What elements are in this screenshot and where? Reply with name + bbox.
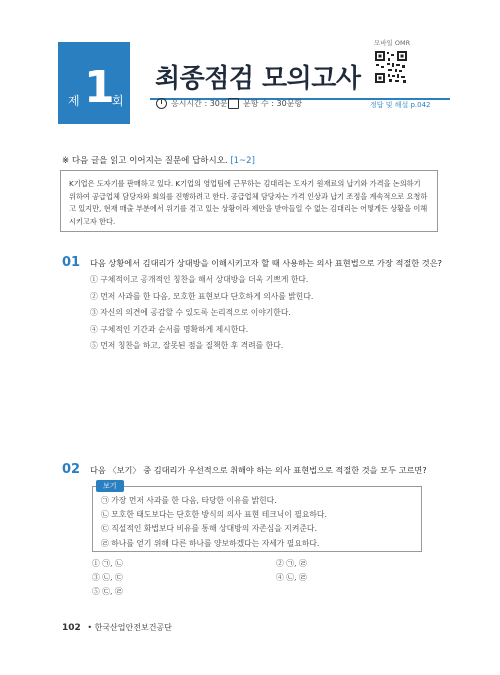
- option[interactable]: ② 먼저 사과를 한 다음, 모호한 표현보다 단호하게 의사를 밝힌다.: [90, 291, 314, 301]
- round-number: 1: [84, 62, 115, 113]
- count-info: [228, 98, 302, 109]
- qr-code-icon[interactable]: [374, 50, 408, 84]
- option[interactable]: ③ 자신의 의견에 공감할 수 있도록 논리적으로 이야기한다.: [90, 308, 291, 317]
- round-prefix: 제: [68, 94, 80, 108]
- count-label: 문항 수 : 30문항: [243, 99, 303, 108]
- option[interactable]: ④ 구체적인 기간과 순서를 명확하게 제시한다.: [90, 324, 249, 334]
- publisher: • 한국산업안전보건공단: [87, 623, 172, 632]
- option[interactable]: ⑤ 먼저 칭찬을 하고, 잘못된 점을 질책한 후 격려를 한다.: [90, 341, 284, 350]
- page-title: 최종점검 모의고사: [155, 64, 361, 94]
- page-number: 102: [62, 623, 81, 633]
- choice[interactable]: ③ ㉡, ㉢: [92, 573, 123, 582]
- question-2-text: 다음 〈보기〉 중 김대리가 우선적으로 취해야 하는 의사 표현법으로 적절한 것을 모두 고르면?: [90, 465, 427, 475]
- choice[interactable]: ② ㉠, ㉣: [276, 559, 307, 568]
- bogi-box: [92, 486, 422, 552]
- question-2-number: 02: [62, 462, 81, 477]
- bogi-item: ㉣ 하나를 얻기 위해 다른 하나를 양보하겠다는 자세가 필요하다.: [101, 538, 320, 548]
- answer-reference: 정답 및 해설 p.042: [370, 101, 431, 109]
- question-2-choices-left: [92, 558, 123, 600]
- question-1-number: 01: [62, 255, 81, 270]
- question-1-options: [90, 274, 313, 357]
- time-label: 응시시간 : 30분: [171, 99, 228, 108]
- reading-passage: K기업은 도자기를 판매하고 있다. K기업의 영업팀에 근무하는 김대리는 도자기 원재료의 납기와 가격을 논의하기 위하여 공급업체 담당자와 회의를 진행하려고 한다. 공급업체 담당자는 가격 인상과 납기 조정을 계속적으로 요청하고 있지만, 현재 매출 부분에서 위기를 겪고 있는 상황이라 제안을 받아들일 수 없는 김대리는 어떻게든 상황을 이해시키고자 한다.: [60, 170, 438, 232]
- question-2-choices-right: [276, 558, 307, 586]
- bogi-item: ㉠ 가장 먼저 사과를 한 다음, 타당한 이유를 밝힌다.: [101, 496, 277, 505]
- instruction-range: [1~2]: [230, 156, 255, 166]
- bogi-item: ㉢ 직설적인 화법보다 비유를 통해 상대방의 자존심을 지켜준다.: [101, 524, 317, 534]
- clock-icon: [156, 98, 167, 109]
- choice[interactable]: ⑤ ㉢, ㉣: [92, 587, 123, 596]
- time-info: [156, 98, 228, 109]
- instruction-text: ※ 다음 글을 읽고 이어지는 질문에 답하시오.: [62, 156, 228, 166]
- choice[interactable]: ④ ㉡, ㉣: [276, 573, 307, 582]
- document-icon: [228, 98, 239, 109]
- option[interactable]: ① 구체적이고 공개적인 칭찬을 해서 상대방을 더욱 기쁘게 한다.: [90, 275, 309, 284]
- instruction: [62, 154, 255, 166]
- choice[interactable]: ① ㉠, ㉡: [92, 559, 123, 568]
- bogi-item: ㉡ 모호한 태도보다는 단호한 방식의 의사 표현 테크닉이 필요하다.: [101, 510, 327, 520]
- question-1-text: 다음 상황에서 김대리가 상대방을 이해시키고자 할 때 사용하는 의사 표현법으로 가장 적절한 것은?: [90, 258, 442, 268]
- round-suffix: 회: [112, 94, 124, 108]
- page-footer: [62, 622, 172, 633]
- bogi-label: 보기: [96, 480, 124, 492]
- round-tab: [58, 42, 130, 124]
- qr-label: 모바일 OMR: [374, 39, 411, 47]
